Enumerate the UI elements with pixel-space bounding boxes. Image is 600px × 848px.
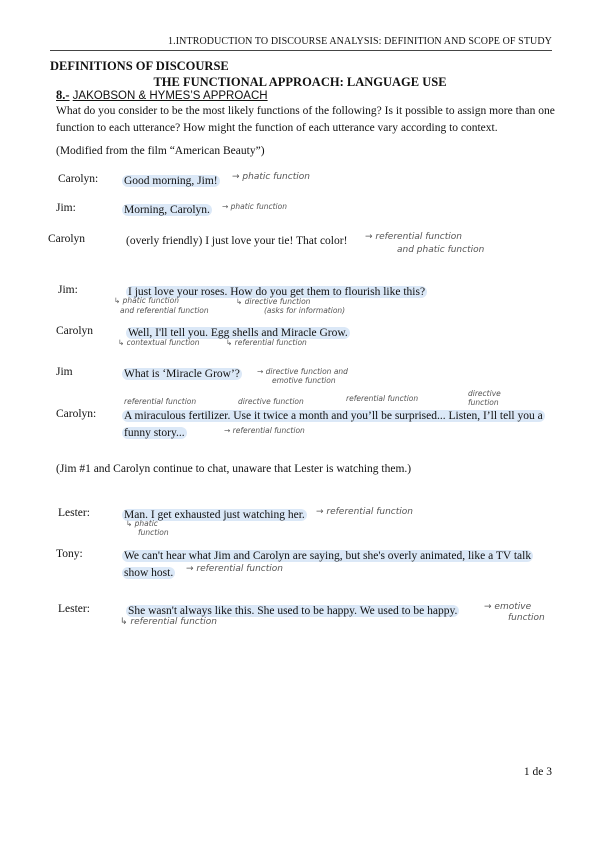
handwritten-annotation: ↳ directive function: [236, 297, 311, 306]
handwritten-annotation: → directive function and: [257, 367, 348, 376]
handwritten-annotation: function: [508, 613, 545, 623]
speaker-label: Tony:: [56, 548, 83, 560]
source-note: (Modified from the film “American Beauty”): [56, 145, 265, 157]
instructions: What do you consider to be the most likely functions of the following? Is it possible to assign more than one function to each utterance? How might the function of each utterance vary according to context.: [56, 105, 555, 134]
section-number: 8.-: [56, 88, 70, 102]
utterance-text: [122, 366, 242, 383]
handwritten-annotation: ↳ referential function: [120, 617, 217, 627]
handwritten-annotation: (asks for information): [264, 306, 346, 315]
handwritten-annotation: → emotive: [484, 602, 532, 612]
section-name: JAKOBSON & HYMES’S APPROACH: [72, 90, 268, 102]
handwritten-annotation: → phatic function: [222, 202, 287, 211]
speaker-label: Lester:: [58, 603, 90, 615]
utterance-highlight: She wasn't always like this. She used to be happy. We used to be happy.: [128, 605, 458, 617]
speaker-label: Lester:: [58, 507, 90, 519]
speaker-label: Carolyn:: [56, 408, 97, 420]
handwritten-annotation: function: [138, 528, 169, 537]
utterance-highlight: Well, I'll tell you. Egg shells and Miracle Grow.: [128, 327, 348, 339]
utterance-highlight: Morning, Carolyn.: [124, 204, 210, 216]
handwritten-annotation: and referential function: [120, 306, 209, 315]
utterance-text: [122, 173, 220, 190]
utterance-highlight: I just love your roses. How do you get them to flourish like this?: [128, 286, 426, 298]
utterance-highlight: Good morning, Jim!: [124, 175, 218, 187]
page-number: 1 de 3: [523, 766, 552, 778]
handwritten-annotation: ↳ phatic: [126, 519, 158, 528]
handwritten-annotation: and phatic function: [397, 245, 485, 255]
utterance-highlight: We can't hear what Jim and Carolyn are saying, but she's overly animated, like a TV talk show host.: [124, 550, 532, 579]
document-subtitle: THE FUNCTIONAL APPROACH: LANGUAGE USE: [153, 75, 447, 89]
narration: (Jim #1 and Carolyn continue to chat, unaware that Lester is watching them.): [56, 463, 412, 475]
speaker-label: Jim:: [56, 202, 76, 214]
handwritten-annotation: ↳ phatic function: [114, 296, 179, 305]
handwritten-annotation: directive function: [238, 397, 304, 406]
handwritten-annotation: ↳ contextual function: [118, 338, 200, 347]
handwritten-annotation: ↳ referential function: [226, 338, 307, 347]
utterance-text: [122, 408, 552, 442]
utterance-highlight: What is ‘Miracle Grow’?: [124, 368, 240, 380]
handwritten-annotation: → referential function: [186, 564, 283, 574]
utterance-text: [122, 202, 212, 219]
handwritten-annotation: emotive function: [272, 376, 336, 385]
speaker-label: Jim:: [58, 284, 78, 296]
utterance-highlight: A miraculous fertilizer. Use it twice a month and you’ll be surprised... Listen, I’ll tell you a funny story...: [124, 410, 543, 439]
header-rule: [50, 50, 552, 51]
handwritten-annotation: → referential function: [365, 232, 462, 242]
handwritten-annotation: directive: [468, 389, 501, 398]
speaker-label: Jim: [56, 366, 73, 378]
document-title: DEFINITIONS OF DISCOURSE: [50, 59, 229, 73]
utterance-highlight: Man. I get exhausted just watching her.: [124, 509, 305, 521]
running-header: 1.INTRODUCTION TO DISCOURSE ANALYSIS: DEFINITION AND SCOPE OF STUDY: [168, 36, 552, 47]
section-heading: [56, 88, 268, 103]
handwritten-annotation: function: [468, 398, 499, 407]
handwritten-annotation: → referential function: [316, 507, 413, 517]
handwritten-annotation: referential function: [124, 397, 197, 406]
speaker-label: Carolyn: [56, 325, 94, 337]
handwritten-annotation: → referential function: [224, 426, 305, 435]
handwritten-annotation: → phatic function: [232, 172, 310, 182]
speaker-label: Carolyn:: [58, 173, 99, 185]
speaker-label: Carolyn: [48, 233, 86, 245]
handwritten-annotation: referential function: [346, 394, 419, 403]
utterance-text: (overly friendly) I just love your tie! That color!: [126, 235, 348, 247]
